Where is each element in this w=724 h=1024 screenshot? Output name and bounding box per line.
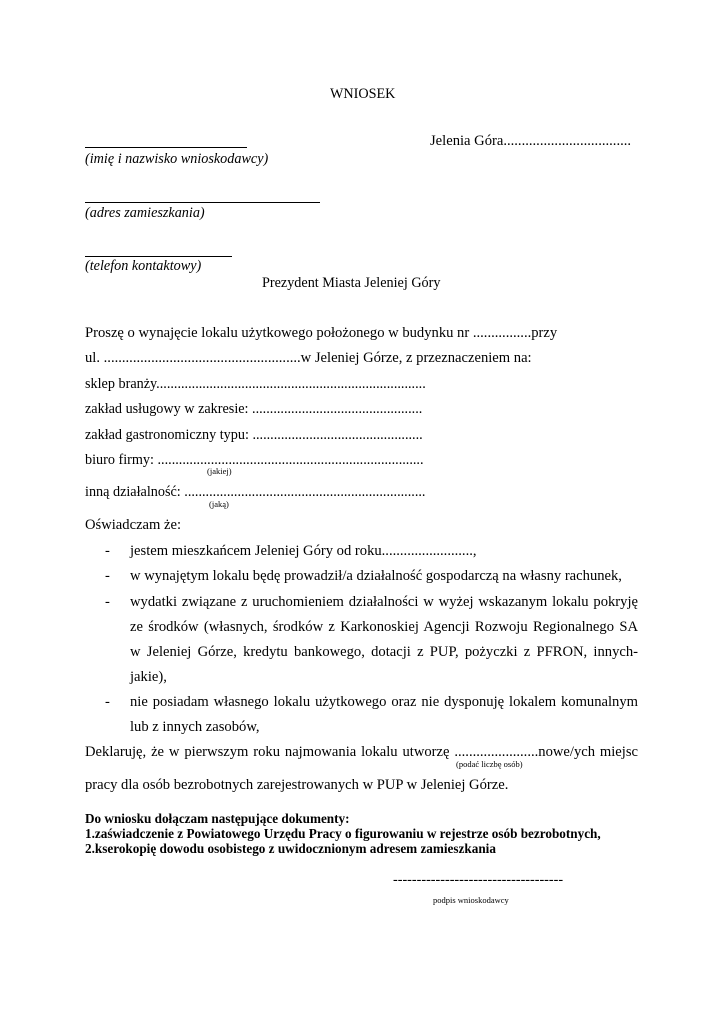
address-caption: (adres zamieszkania) <box>85 205 205 221</box>
addressee: Prezydent Miasta Jeleniej Góry <box>262 275 441 291</box>
declaration-item-3-line-4: jakie), <box>130 669 167 685</box>
purpose-office-hint: (jakiej) <box>207 466 232 476</box>
purpose-shop: sklep branży............................................................................ <box>85 376 426 392</box>
request-line-2: ul. ......................................................w Jeleniej Górze, z przeznaczeniem na: <box>85 350 532 366</box>
place-date-field: Jelenia Góra................................... <box>430 133 632 149</box>
declaration-item-3-line-1: wydatki związane z uruchomieniem działalności w wyżej wskazanym lokalu pokryję <box>130 594 638 610</box>
declaration-item-4-line-1: nie posiadam własnego lokalu użytkowego oraz nie dysponuję lokalem komunalnym <box>130 694 638 710</box>
bullet-dash: - <box>105 694 110 710</box>
phone-caption: (telefon kontaktowy) <box>85 258 202 274</box>
signature-caption: podpis wnioskodawcy <box>433 895 509 905</box>
purpose-office: biuro firmy: ........................................................................... <box>85 452 424 468</box>
name-caption: (imię i nazwisko wnioskodawcy) <box>85 151 269 167</box>
address-line <box>85 202 320 203</box>
purpose-other-hint: (jaką) <box>209 499 229 509</box>
bullet-dash: - <box>105 568 110 584</box>
request-line-1: Proszę o wynajęcie lokalu użytkowego położonego w budynku nr ................przy <box>85 325 558 341</box>
declaration-item-3-line-2: ze środków (własnych, środków z Karkonoskiej Agencji Rozwoju Regionalnego SA <box>130 619 638 635</box>
declaration-item-4-line-2: lub z innych zasobów, <box>130 719 260 735</box>
jobs-line-1: Deklaruję, że w pierwszym roku najmowania lokalu utworzę .......................nowe/ych miejsc <box>85 744 638 760</box>
purpose-other: inną działalność: .................................................................... <box>85 484 426 500</box>
declaration-item-1: jestem mieszkańcem Jeleniej Góry od roku........................., <box>130 543 477 559</box>
purpose-service: zakład usługowy w zakresie: ................................................ <box>85 401 423 417</box>
declaration-item-3-line-3: w Jeleniej Górze, kredytu bankowego, dotacji z PUP, pożyczki z PFRON, innych- <box>130 644 638 660</box>
phone-line <box>85 256 232 257</box>
document-title: WNIOSEK <box>330 86 396 102</box>
purpose-gastro: zakład gastronomiczny typu: ................................................ <box>85 427 423 443</box>
bullet-dash: - <box>105 594 110 610</box>
attachment-item-2: 2.kserokopię dowodu osobistego z uwidocznionym adresem zamieszkania <box>85 841 496 856</box>
declaration-item-2: w wynajętym lokalu będę prowadził/a działalność gospodarczą na własny rachunek, <box>130 568 622 584</box>
attachments-heading: Do wniosku dołączam następujące dokumenty: <box>85 811 350 826</box>
jobs-hint: (podać liczbę osób) <box>456 759 523 769</box>
name-line <box>85 147 247 148</box>
signature-line: ------------------------------------ <box>393 872 564 888</box>
jobs-line-2: pracy dla osób bezrobotnych zarejestrowanych w PUP w Jeleniej Górze. <box>85 777 509 793</box>
declaration-intro: Oświadczam że: <box>85 517 182 533</box>
attachment-item-1: 1.zaświadczenie z Powiatowego Urzędu Pracy o figurowaniu w rejestrze osób bezrobotnych, <box>85 826 601 841</box>
bullet-dash: - <box>105 543 110 559</box>
